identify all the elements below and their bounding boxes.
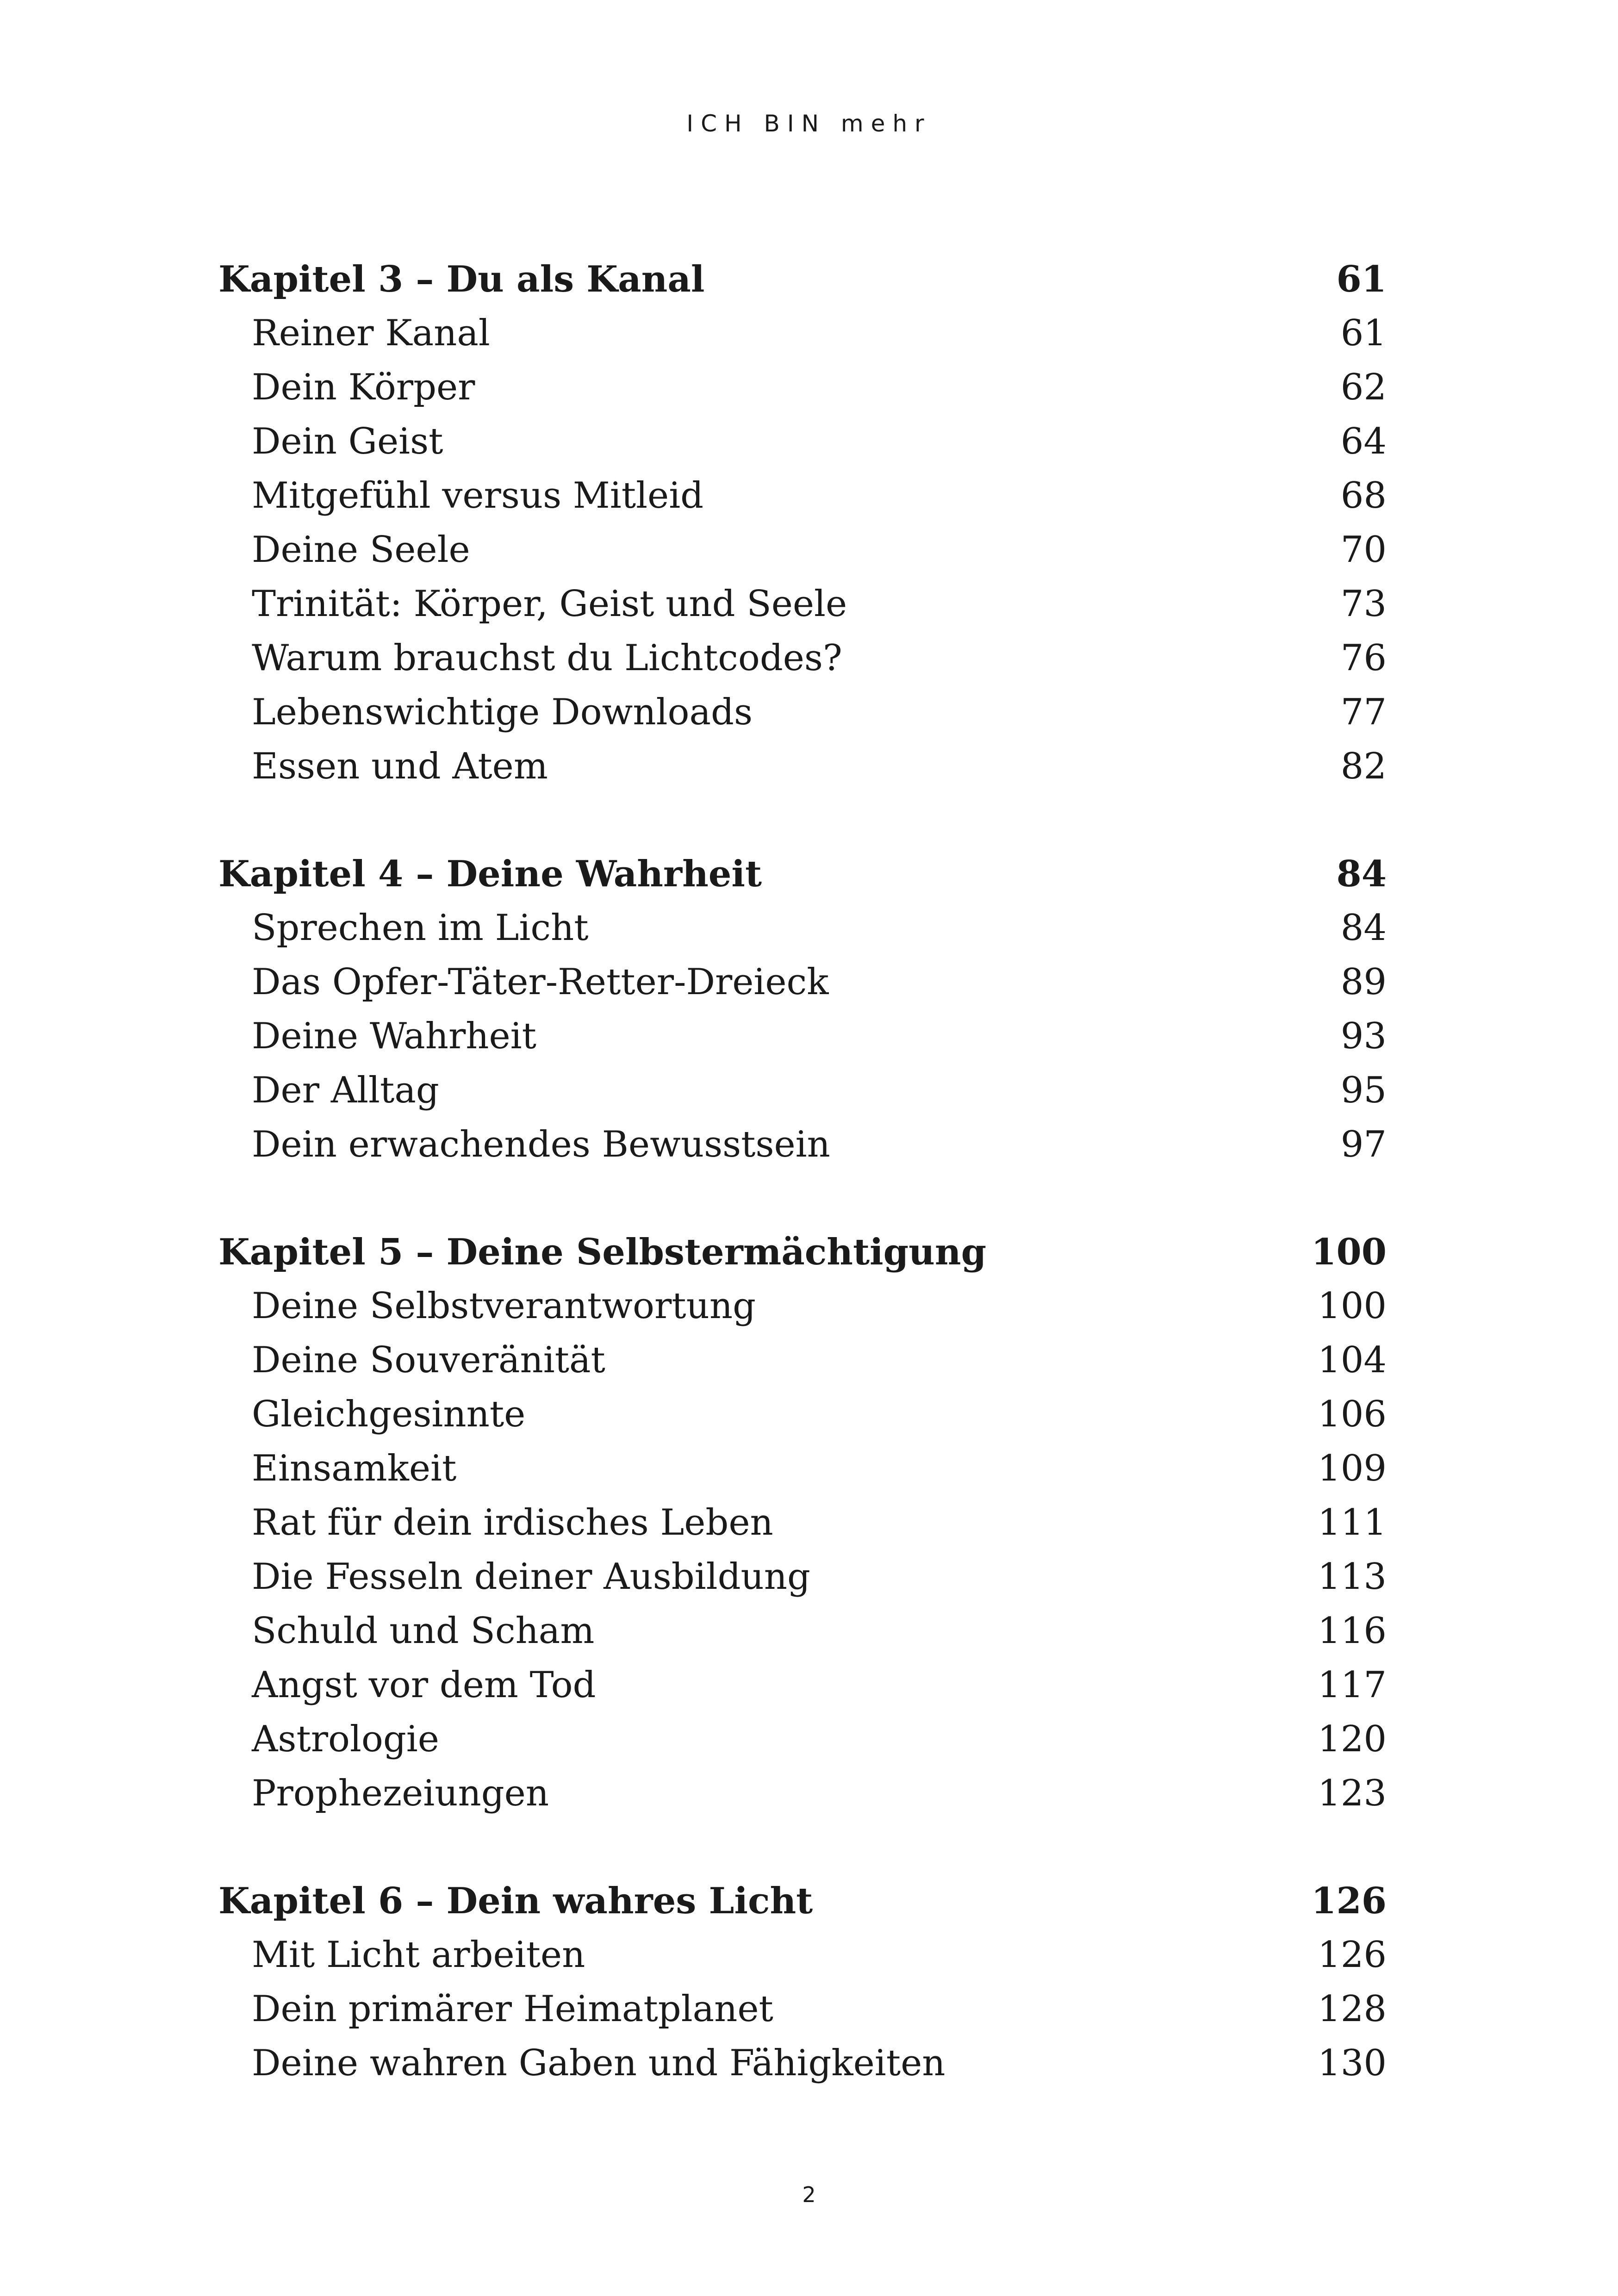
entry-page-number: 117 bbox=[1318, 1664, 1387, 1706]
chapter-page-number: 126 bbox=[1311, 1880, 1387, 1922]
toc-entry bbox=[218, 577, 1387, 631]
entry-page-number: 130 bbox=[1318, 2042, 1387, 2084]
toc-entry bbox=[218, 306, 1387, 361]
entry-title: Gleichgesinnte bbox=[252, 1394, 526, 1435]
entry-title: Mit Licht arbeiten bbox=[252, 1934, 585, 1976]
entry-page-number: 77 bbox=[1340, 691, 1387, 733]
entry-page-number: 104 bbox=[1318, 1339, 1387, 1381]
entry-page-number: 123 bbox=[1318, 1773, 1387, 1814]
toc-entry bbox=[218, 415, 1387, 469]
entry-page-number: 111 bbox=[1318, 1502, 1387, 1543]
entry-page-number: 126 bbox=[1318, 1934, 1387, 1976]
entry-page-number: 61 bbox=[1340, 312, 1387, 354]
toc-entry bbox=[218, 1658, 1387, 1712]
entry-page-number: 97 bbox=[1340, 1124, 1387, 1165]
entry-title: Mitgefühl versus Mitleid bbox=[252, 475, 704, 516]
entry-page-number: 113 bbox=[1318, 1556, 1387, 1598]
entry-title: Lebenswichtige Downloads bbox=[252, 691, 753, 733]
toc-entry bbox=[218, 1118, 1387, 1172]
toc-entry bbox=[218, 1550, 1387, 1604]
entry-title: Dein Körper bbox=[252, 367, 475, 408]
entry-title: Deine wahren Gaben und Fähigkeiten bbox=[252, 2042, 946, 2084]
toc-entry bbox=[218, 1604, 1387, 1658]
toc-entry bbox=[218, 740, 1387, 794]
entry-page-number: 62 bbox=[1340, 367, 1387, 408]
entry-title: Reiner Kanal bbox=[252, 312, 490, 354]
chapter-page-number: 100 bbox=[1311, 1231, 1387, 1273]
toc-entry bbox=[218, 1009, 1387, 1064]
entry-title: Sprechen im Licht bbox=[252, 907, 589, 949]
chapter-heading-row bbox=[218, 1874, 1387, 1928]
chapter-title: Kapitel 6 – Dein wahres Licht bbox=[218, 1880, 813, 1922]
entry-title: Trinität: Körper, Geist und Seele bbox=[252, 583, 847, 625]
entry-title: Einsamkeit bbox=[252, 1448, 457, 1489]
toc-entry bbox=[218, 901, 1387, 955]
toc-entry bbox=[218, 361, 1387, 415]
entry-title: Der Alltag bbox=[252, 1070, 439, 1111]
toc-entry bbox=[218, 631, 1387, 685]
chapter-title: Kapitel 4 – Deine Wahrheit bbox=[218, 853, 762, 895]
entry-page-number: 116 bbox=[1318, 1610, 1387, 1652]
chapter-page-number: 61 bbox=[1336, 258, 1387, 300]
toc-chapter bbox=[218, 847, 1387, 1172]
entry-title: Rat für dein irdisches Leben bbox=[252, 1502, 773, 1543]
entry-page-number: 89 bbox=[1340, 961, 1387, 1003]
toc-entry bbox=[218, 469, 1387, 523]
toc-entry bbox=[218, 955, 1387, 1009]
entry-title: Essen und Atem bbox=[252, 746, 548, 787]
chapter-title: Kapitel 3 – Du als Kanal bbox=[218, 258, 705, 300]
entry-title: Angst vor dem Tod bbox=[252, 1664, 596, 1706]
entry-title: Die Fesseln deiner Ausbildung bbox=[252, 1556, 810, 1598]
entry-title: Das Opfer-Täter-Retter-Dreieck bbox=[252, 961, 829, 1003]
entry-title: Deine Wahrheit bbox=[252, 1015, 536, 1057]
toc-chapter bbox=[218, 1874, 1387, 2091]
running-header: ICH BIN mehr bbox=[686, 110, 932, 137]
toc-entry bbox=[218, 1712, 1387, 1767]
entry-title: Dein primärer Heimatplanet bbox=[252, 1988, 773, 2030]
chapter-page-number: 84 bbox=[1336, 853, 1387, 895]
entry-page-number: 93 bbox=[1340, 1015, 1387, 1057]
entry-page-number: 68 bbox=[1340, 475, 1387, 516]
entry-title: Deine Souveränität bbox=[252, 1339, 605, 1381]
entry-title: Deine Seele bbox=[252, 529, 470, 571]
entry-title: Prophezeiungen bbox=[252, 1773, 549, 1814]
toc-entry bbox=[218, 1442, 1387, 1496]
entry-page-number: 128 bbox=[1318, 1988, 1387, 2030]
toc-entry bbox=[218, 1279, 1387, 1333]
toc-entry bbox=[218, 1982, 1387, 2036]
entry-title: Astrologie bbox=[252, 1718, 439, 1760]
entry-page-number: 120 bbox=[1318, 1718, 1387, 1760]
toc-chapter bbox=[218, 1225, 1387, 1821]
toc-chapter bbox=[218, 252, 1387, 794]
entry-page-number: 95 bbox=[1340, 1070, 1387, 1111]
entry-page-number: 70 bbox=[1340, 529, 1387, 571]
entry-title: Warum brauchst du Lichtcodes? bbox=[252, 637, 842, 679]
toc-entry bbox=[218, 1496, 1387, 1550]
toc-entry bbox=[218, 1388, 1387, 1442]
entry-title: Deine Selbstverantwortung bbox=[252, 1285, 756, 1327]
entry-page-number: 106 bbox=[1318, 1394, 1387, 1435]
chapter-heading-row bbox=[218, 252, 1387, 306]
toc-entry bbox=[218, 1767, 1387, 1821]
entry-page-number: 76 bbox=[1340, 637, 1387, 679]
toc-entry bbox=[218, 1928, 1387, 1982]
chapter-heading-row bbox=[218, 847, 1387, 901]
chapter-title: Kapitel 5 – Deine Selbstermächtigung bbox=[218, 1231, 987, 1273]
entry-title: Dein erwachendes Bewusstsein bbox=[252, 1124, 830, 1165]
entry-page-number: 64 bbox=[1340, 421, 1387, 462]
entry-title: Schuld und Scham bbox=[252, 1610, 595, 1652]
entry-page-number: 73 bbox=[1340, 583, 1387, 625]
entry-page-number: 82 bbox=[1340, 746, 1387, 787]
toc-entry bbox=[218, 1333, 1387, 1388]
entry-title: Dein Geist bbox=[252, 421, 443, 462]
page-number: 2 bbox=[802, 2182, 816, 2207]
entry-page-number: 100 bbox=[1318, 1285, 1387, 1327]
toc-entry bbox=[218, 1064, 1387, 1118]
chapter-heading-row bbox=[218, 1225, 1387, 1279]
entry-page-number: 84 bbox=[1340, 907, 1387, 949]
table-of-contents bbox=[218, 252, 1387, 2144]
entry-page-number: 109 bbox=[1318, 1448, 1387, 1489]
toc-entry bbox=[218, 2036, 1387, 2091]
toc-entry bbox=[218, 523, 1387, 577]
toc-entry bbox=[218, 685, 1387, 740]
